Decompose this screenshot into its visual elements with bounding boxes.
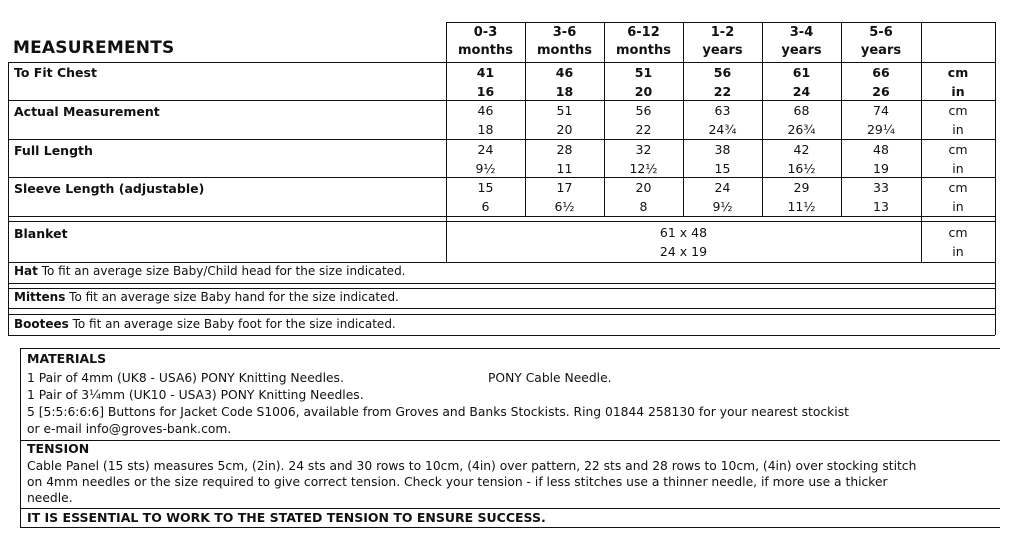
unit-cell bbox=[921, 223, 995, 261]
value-in: 26¾ bbox=[787, 122, 816, 137]
unit-cm: cm bbox=[948, 180, 968, 195]
tension-line: needle. bbox=[27, 491, 73, 505]
unit-cell bbox=[921, 101, 995, 139]
value-cell bbox=[525, 63, 604, 101]
grid-line bbox=[8, 262, 995, 263]
value-cm: 48 bbox=[873, 142, 889, 157]
note-key: Bootees bbox=[14, 317, 69, 331]
cable-needle: PONY Cable Needle. bbox=[488, 371, 612, 385]
note-hat bbox=[14, 264, 406, 278]
size-header bbox=[683, 24, 762, 60]
unit-in: in bbox=[952, 244, 964, 259]
unit-cm: cm bbox=[948, 142, 968, 157]
value-cm: 66 bbox=[872, 65, 890, 80]
size-header-bottom: years bbox=[702, 43, 743, 58]
size-header bbox=[762, 24, 841, 60]
grid-line bbox=[8, 335, 995, 336]
grid-line bbox=[995, 22, 996, 335]
value-cell bbox=[683, 63, 762, 101]
size-header-top: 3-4 bbox=[789, 25, 814, 40]
value-in: 22 bbox=[713, 84, 732, 99]
value-cell bbox=[525, 101, 604, 139]
value-cm: 74 bbox=[873, 103, 889, 118]
row-label: Actual Measurement bbox=[14, 104, 160, 119]
unit-cell bbox=[921, 178, 995, 216]
tension-line: Cable Panel (15 sts) measures 5cm, (2in). 24 sts and 30 rows to 10cm, (4in) over pattern, 22 sts and 28 rows to 10cm, (4in) over stocking stitch bbox=[27, 459, 917, 473]
value-in: 9½ bbox=[712, 199, 733, 214]
size-header-top: 3-6 bbox=[552, 25, 577, 40]
note-key: Hat bbox=[14, 264, 38, 278]
value-cm: 56 bbox=[635, 103, 652, 118]
blanket-value bbox=[446, 223, 921, 261]
value-in: 8 bbox=[639, 199, 648, 214]
materials-heading: MATERIALS bbox=[27, 351, 107, 366]
size-header-bottom: months bbox=[458, 43, 513, 58]
grid-line bbox=[446, 22, 995, 23]
box-line bbox=[20, 508, 1000, 509]
value-in: 6½ bbox=[554, 199, 575, 214]
size-header-top: 6-12 bbox=[627, 25, 660, 40]
note-key: Mittens bbox=[14, 290, 66, 304]
value-cm: 20 bbox=[635, 180, 652, 195]
row-label: To Fit Chest bbox=[14, 65, 97, 80]
value-cell bbox=[762, 178, 841, 216]
value-in: 13 bbox=[873, 199, 889, 214]
tension-line: on 4mm needles or the size required to give correct tension. Check your tension - if less stitches use a thinner needle, if more use a thicker bbox=[27, 475, 888, 489]
value-cell bbox=[604, 140, 683, 178]
size-header-top: 0-3 bbox=[473, 25, 498, 40]
grid-line bbox=[8, 288, 995, 289]
value-in: 24 x 19 bbox=[659, 244, 708, 259]
size-header-bottom: months bbox=[537, 43, 592, 58]
value-cell bbox=[446, 63, 525, 101]
value-in: 18 bbox=[477, 122, 494, 137]
value-in: 24 bbox=[792, 84, 811, 99]
value-in: 29¼ bbox=[866, 122, 896, 137]
row-label: Full Length bbox=[14, 143, 93, 158]
size-header-top: 5-6 bbox=[869, 25, 893, 40]
value-cm: 46 bbox=[477, 103, 494, 118]
value-cm: 24 bbox=[477, 142, 494, 157]
box-line bbox=[20, 440, 1000, 441]
box-line bbox=[20, 527, 1000, 528]
value-cm: 51 bbox=[556, 103, 573, 118]
value-cm: 42 bbox=[793, 142, 810, 157]
unit-cm: cm bbox=[948, 103, 968, 118]
value-cell bbox=[446, 140, 525, 178]
value-cm: 51 bbox=[634, 65, 653, 80]
size-header bbox=[604, 24, 683, 60]
value-in: 19 bbox=[873, 161, 889, 176]
value-cell bbox=[525, 178, 604, 216]
value-in: 15 bbox=[714, 161, 731, 176]
materials-line: 1 Pair of 4mm (UK8 - USA6) PONY Knitting Needles. bbox=[27, 371, 344, 385]
value-cell bbox=[762, 63, 841, 101]
value-cell bbox=[683, 178, 762, 216]
grid-line bbox=[8, 62, 9, 335]
value-in: 18 bbox=[555, 84, 574, 99]
grid-line bbox=[8, 221, 995, 222]
value-cell bbox=[604, 101, 683, 139]
value-cell bbox=[446, 178, 525, 216]
value-in: 16½ bbox=[787, 161, 816, 176]
value-in: 22 bbox=[635, 122, 652, 137]
value-cell bbox=[446, 101, 525, 139]
value-cm: 15 bbox=[477, 180, 494, 195]
value-cell bbox=[762, 101, 841, 139]
value-in: 20 bbox=[556, 122, 573, 137]
row-label: Sleeve Length (adjustable) bbox=[14, 181, 205, 196]
value-cm: 41 bbox=[476, 65, 495, 80]
value-cm: 56 bbox=[713, 65, 732, 80]
unit-in: in bbox=[952, 199, 964, 214]
value-cell bbox=[841, 101, 921, 139]
value-cell bbox=[841, 63, 921, 101]
blanket-label: Blanket bbox=[14, 226, 68, 241]
value-cm: 29 bbox=[793, 180, 810, 195]
value-cm: 33 bbox=[873, 180, 889, 195]
value-cell bbox=[683, 101, 762, 139]
size-header-bottom: months bbox=[616, 43, 671, 58]
value-in: 12½ bbox=[629, 161, 658, 176]
size-header-bottom: years bbox=[860, 43, 902, 58]
unit-in: in bbox=[952, 122, 964, 137]
grid-line bbox=[8, 283, 995, 284]
box-line bbox=[20, 348, 21, 528]
value-in: 9½ bbox=[475, 161, 496, 176]
tension-essential: IT IS ESSENTIAL TO WORK TO THE STATED TENSION TO ENSURE SUCCESS. bbox=[27, 510, 546, 525]
unit-cm: cm bbox=[947, 65, 969, 80]
value-cm: 68 bbox=[793, 103, 810, 118]
value-in: 20 bbox=[634, 84, 653, 99]
value-cm: 63 bbox=[714, 103, 731, 118]
page-title: MEASUREMENTS bbox=[13, 38, 175, 58]
value-cm: 38 bbox=[714, 142, 731, 157]
box-line bbox=[20, 348, 1000, 349]
size-header-bottom: years bbox=[781, 43, 822, 58]
tension-heading: TENSION bbox=[27, 441, 90, 456]
value-cm: 17 bbox=[556, 180, 573, 195]
value-cell bbox=[762, 140, 841, 178]
value-in: 26 bbox=[872, 84, 890, 99]
value-cm: 61 x 48 bbox=[659, 225, 708, 240]
value-in: 11½ bbox=[787, 199, 816, 214]
note-text: To fit an average size Baby/Child head for the size indicated. bbox=[37, 264, 406, 278]
value-cell bbox=[841, 140, 921, 178]
value-cell bbox=[683, 140, 762, 178]
value-in: 16 bbox=[476, 84, 495, 99]
materials-line: 1 Pair of 3¼mm (UK10 - USA3) PONY Knitting Needles. bbox=[27, 388, 364, 402]
size-header bbox=[446, 24, 525, 60]
value-cell bbox=[604, 178, 683, 216]
value-cm: 32 bbox=[635, 142, 652, 157]
value-in: 6 bbox=[481, 199, 490, 214]
size-header bbox=[841, 24, 921, 60]
value-in: 11 bbox=[556, 161, 573, 176]
value-cm: 28 bbox=[556, 142, 573, 157]
note-mittens bbox=[14, 290, 399, 304]
note-text: To fit an average size Baby hand for the size indicated. bbox=[65, 290, 399, 304]
note-bootees bbox=[14, 317, 396, 331]
unit-cm: cm bbox=[948, 225, 968, 240]
value-cm: 46 bbox=[555, 65, 574, 80]
grid-line bbox=[8, 216, 995, 217]
materials-line: 5 [5:5:6:6:6] Buttons for Jacket Code S1006, available from Groves and Banks Stockists. Ring 01844 258130 for your nearest stockist bbox=[27, 405, 849, 419]
unit-cell bbox=[921, 63, 995, 101]
unit-in: in bbox=[952, 161, 964, 176]
note-text: To fit an average size Baby foot for the size indicated. bbox=[68, 317, 396, 331]
grid-line bbox=[8, 308, 995, 309]
unit-cell bbox=[921, 140, 995, 178]
size-header bbox=[525, 24, 604, 60]
size-header-top: 1-2 bbox=[710, 25, 735, 40]
materials-line: or e-mail info@groves-bank.com. bbox=[27, 422, 232, 436]
value-cell bbox=[525, 140, 604, 178]
value-in: 24¾ bbox=[708, 122, 737, 137]
value-cm: 24 bbox=[714, 180, 731, 195]
value-cell bbox=[841, 178, 921, 216]
unit-in: in bbox=[951, 84, 965, 99]
grid-line bbox=[8, 314, 995, 315]
value-cm: 61 bbox=[792, 65, 811, 80]
value-cell bbox=[604, 63, 683, 101]
